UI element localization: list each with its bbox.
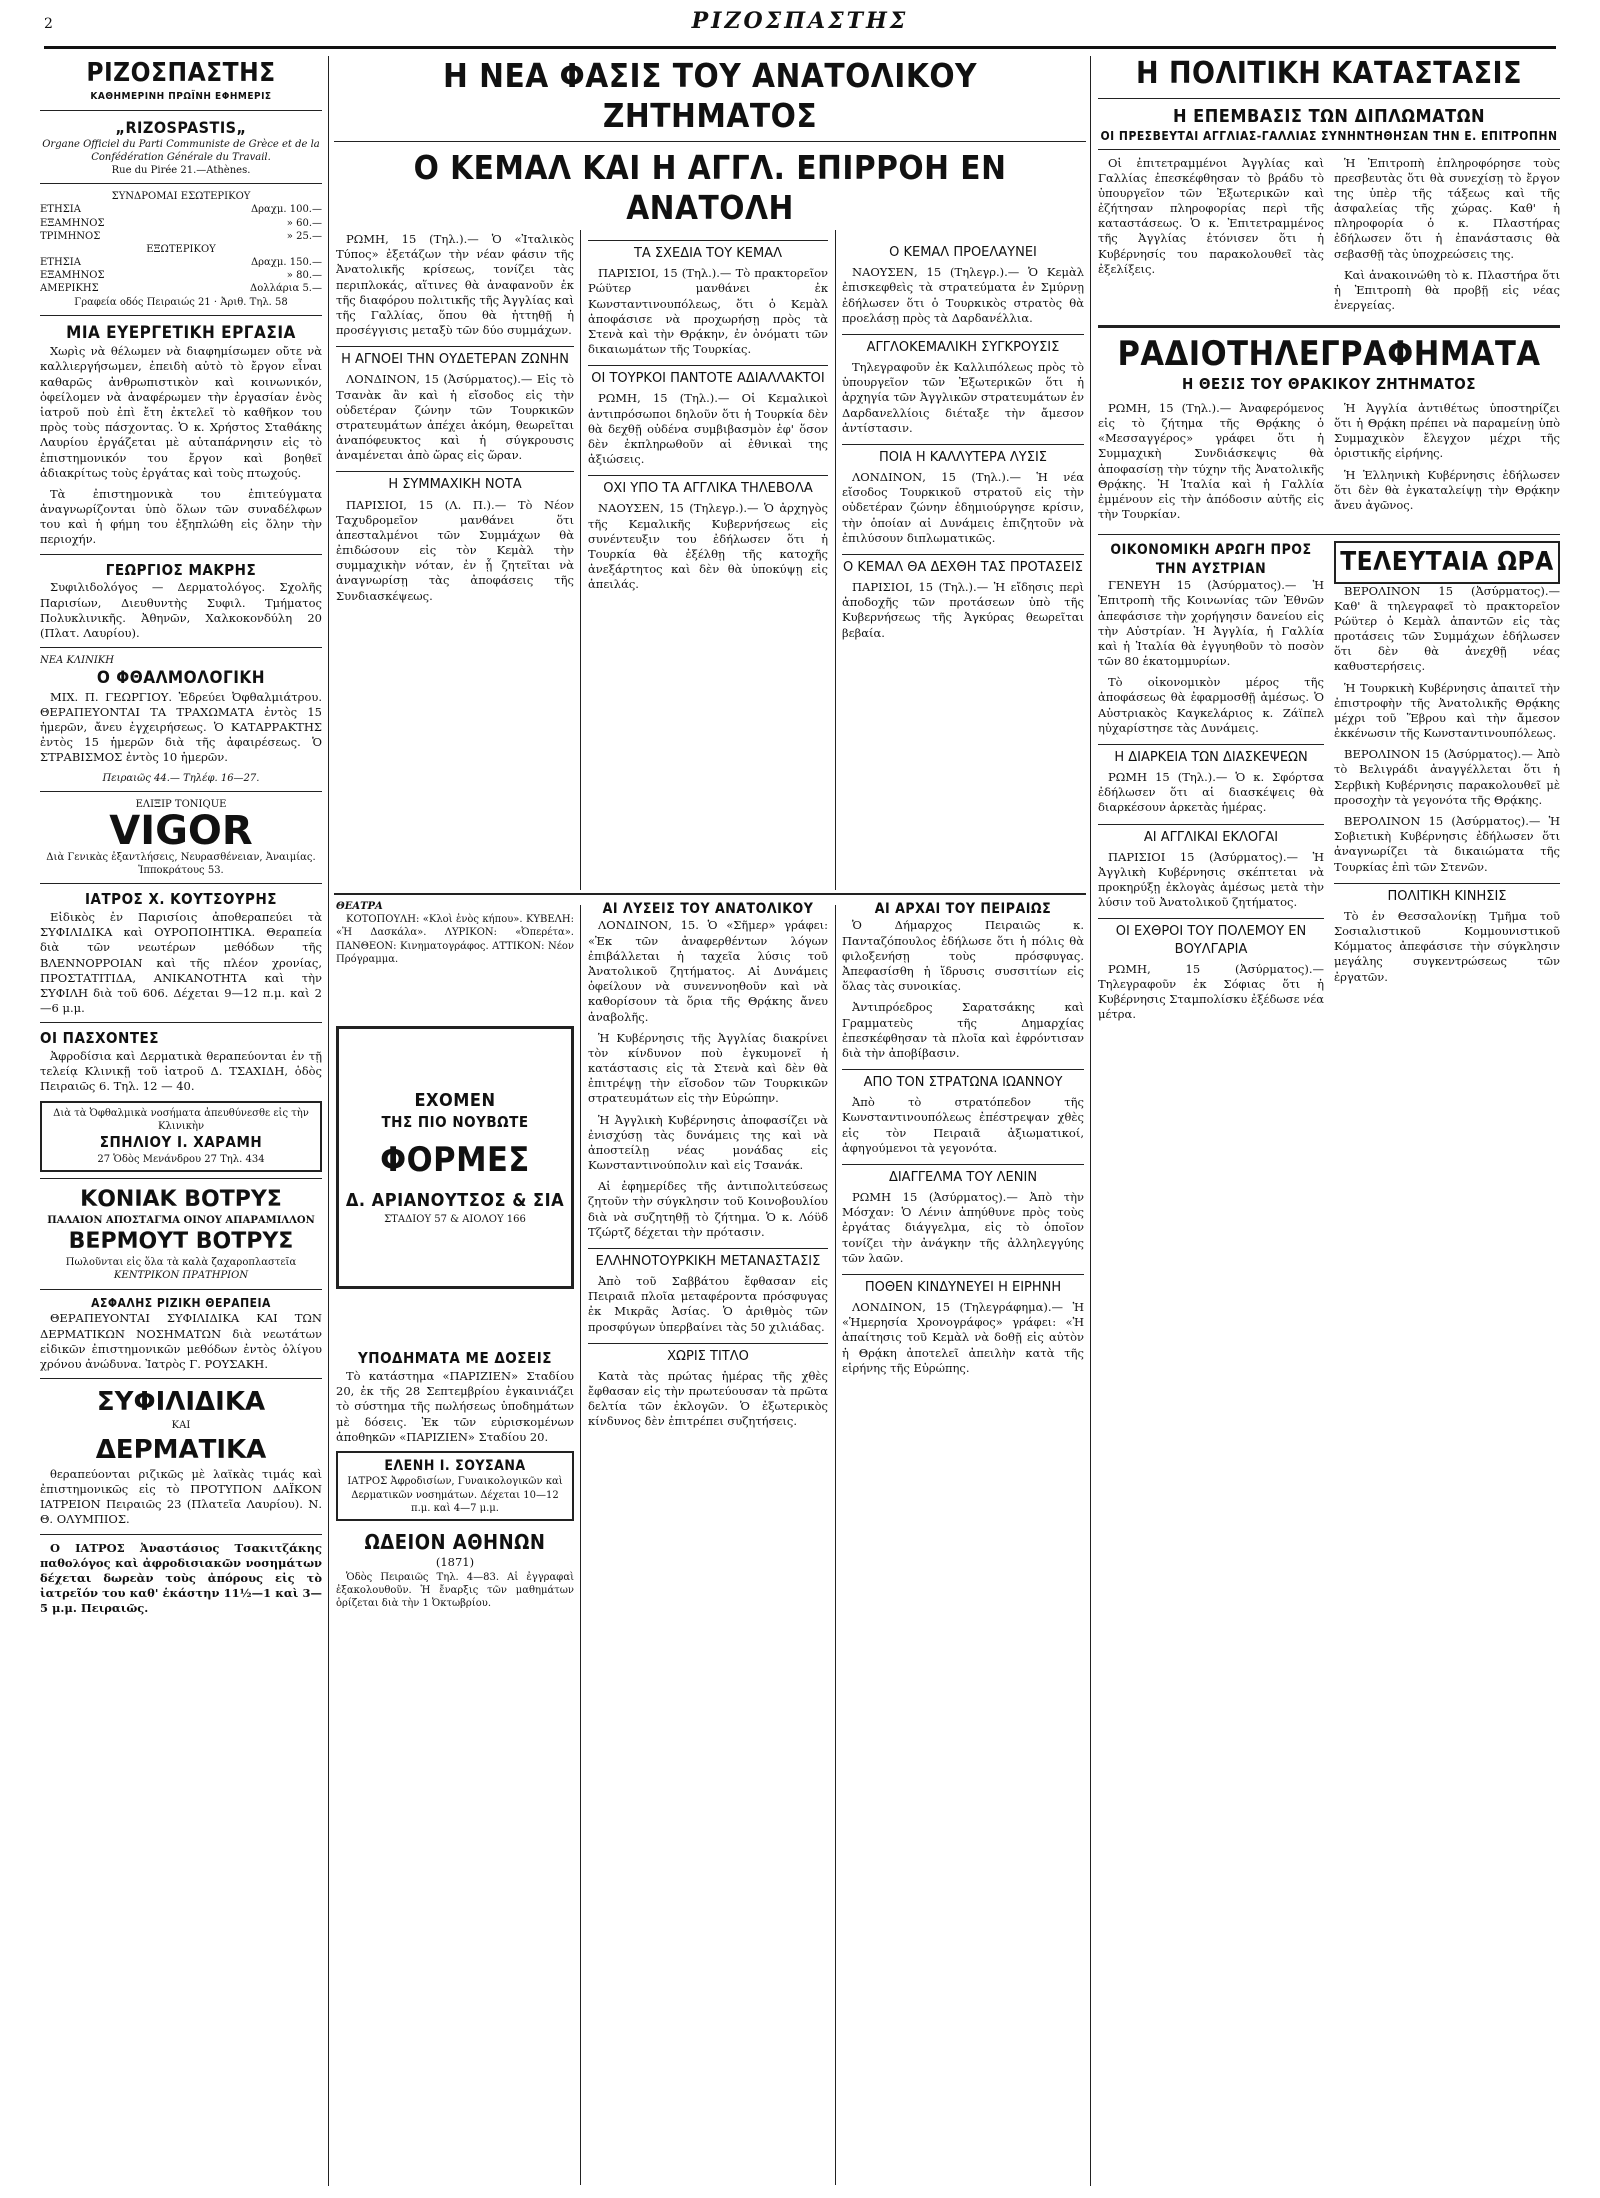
main-headlines	[334, 56, 1086, 226]
center-column-c	[842, 232, 1084, 887]
center-column-b	[588, 232, 828, 887]
ad-text: Ο ΙΑΤΡΟΣ Ἀναστάσιος Τσακιτζάκης παθολόγος καὶ ἀφροδισιακῶν νοσημάτων δέχεται δωρεὰν τοὺς ἀπόρους εἰς τὸ ἰατρεῖόν του καθ' ἑκάστην 11½—1 καὶ 3—5 μ.μ. Πειραιῶς.	[40, 1540, 322, 1616]
cognac-title: ΚΟΝΙΑΚ ΒΟΤΡΥΣ	[80, 1186, 282, 1212]
article-subheading: ΟΧΙ ΥΠΟ ΤΑ ΑΓΓΛΙΚΑ ΤΗΛΕΒΟΛΑ	[588, 475, 828, 497]
article-paragraph: Ἡ Ἐπιτροπὴ ἐπληροφόρησε τοὺς πρεσβευτὰς ὅτι θὰ συνεχίσῃ τὸ ἔργον της ὑπὲρ τῆς τάξεως καὶ τῆς ἀσφαλείας τῆς χώρας. Καθ' ἡ πληροφορία ὁ κ. Πλαστήρας ἐδήλωσεν ὅτι ἡ ἐπανάστασις θὰ σεβασθῇ τὰς ὑποχρεώσεις της.	[1334, 155, 1560, 261]
column-rule	[580, 905, 581, 2185]
article-subheading: ΤΑ ΣΧΕΔΙΑ ΤΟΥ ΚΕΜΑΛ	[588, 240, 828, 262]
cognac-sale: Πωλοῦνται εἰς ὅλα τὰ καλὰ ζαχαροπλαστεῖα	[65, 1257, 297, 1269]
article-paragraph: ΓΕΝΕΥΗ 15 (Ἀσύρματος).— Ἡ Ἐπιτροπὴ τῆς Κοινωνίας τῶν Ἐθνῶν ἀπεφάσισε τὴν χορήγησιν δανείου εἰς τὴν Αὐστρίαν. Ἡ Ἀγγλία, ἡ Γαλλία καὶ ἡ Ἰταλία θὰ ἐγγυηθοῦν τὸ ποσὸν τῶν 80 ἑκατομμυρίων.	[1098, 578, 1324, 669]
article-paragraph: ΡΩΜΗ 15 (Ἀσύρματος).— Ἀπὸ τὴν Μόσχαν: Ὁ Λένιν ἀπηύθυνε πρὸς τοὺς ἐργάτας διάγγελμα, εἰς τὸ ὁποῖον τονίζει τὴν ἀνάγκην τῆς ἀλληλεγγύης τῶν λαῶν.	[842, 1190, 1084, 1265]
ad-heading: ΥΠΟΔΗΜΑΤΑ ΜΕ ΔΟΣΕΙΣ	[358, 1349, 552, 1368]
right-subheadline-2: ΟΙ ΠΡΕΣΒΕΥΤΑΙ ΑΓΓΛΙΑΣ-ΓΑΛΛΙΑΣ ΣΥΝΗΝΤΗΘΗΣΑΝ ΤΗΝ Ε. ΕΠΙΤΡΟΠΗΝ	[1098, 129, 1560, 150]
article-subheading: Η ΑΓΝΟΕΙ ΤΗΝ ΟΥΔΕΤΕΡΑΝ ΖΩΝΗΝ	[336, 346, 574, 368]
article-subheading: ΟΙ ΤΟΥΡΚΟΙ ΠΑΝΤΟΤΕ ΑΔΙΑΛΛΑΚΤΟΙ	[588, 365, 828, 387]
column-rule	[328, 56, 329, 2186]
article-subheading: ΑΓΓΛΟΚΕΜΑΛΙΚΗ ΣΥΓΚΡΟΥΣΙΣ	[842, 334, 1084, 356]
ad-text: Εἰδικὸς ἐν Παρισίοις ἀποθεραπεύει τὰ ΣΥΦΙΛΙΔΙΚΑ καὶ ΟΥΡΟΠΟΙΗΤΙΚΑ. Θεραπεία διὰ τῶν νεωτέρων μεθόδων τῆς ΒΛΕΝΝΟΡΡΟΙΑΝ καὶ τῆς πλέον χρονίας, ΠΡΟΣΤΑΤΙΤΙΔΑ, ΑΝΙΚΑΝΟΤΗΤΑ καὶ τὴν ΣΥΦΙΛΗ διὰ τοῦ 606. Δέχεται 9—12 π.μ. καὶ 2—6 μ.μ.	[40, 910, 322, 1016]
ad-text: Διὰ Γενικὰς ἐξαντλήσεις, Νευρασθένειαν, Ἀναιμίας.	[46, 851, 316, 863]
ad-text: ΘΕΡΑΠΕΥΟΝΤΑΙ ΣΥΦΙΛΙΔΙΚΑ ΚΑΙ ΤΩΝ ΔΕΡΜΑΤΙΚΩΝ ΝΟΣΗΜΑΤΩΝ διὰ νεωτάτων εἰδικῶν ἐπιστημονικῶν μεθόδων ἐντὸς ὀλίγου χρόνου ἀνώδυνα. Ἰατρὸς Γ. ΡΟΥΣΑΚΗ.	[40, 1311, 322, 1371]
ad-text: Τὸ κατάστημα «ΠΑΡΙΖΙΕΝ» Σταδίου 20, ἐκ τῆς 28 Σεπτεμβρίου ἐγκαινιάζει τὸ σύστημα τῆς πωλήσεως ὑποδημάτων μὲ δόσεις. Ἐκ τῶν εὐρισκομένων ἀποθηκῶν «ΠΑΡΙΖΙΕΝ» Σταδίου 20.	[336, 1369, 574, 1444]
article-paragraph: Τηλεγραφοῦν ἐκ Καλλιπόλεως πρὸς τὸ ὑπουργεῖον τῶν Ἐξωτερικῶν ὅτι ἡ ἀρχηγία τῶν Ἀγγλικῶν στρατευμάτων ἐν Δαρδανελλίοις διέταξε τὴν ἄμεσον ἀντίστασιν.	[842, 360, 1084, 435]
article-subheading: ΑΙ ΑΓΓΛΙΚΑΙ ΕΚΛΟΓΑΙ	[1098, 824, 1324, 846]
center-lower-column-c	[842, 900, 1084, 2185]
main-headline: Ο ΚΕΜΑΛ ΚΑΙ Η ΑΓΓΛ. ΕΠΙΡΡΟΗ ΕΝ ΑΝΑΤΟΛΗ	[413, 148, 1007, 226]
ad-text: θεραπεύονται ριζικῶς μὲ λαϊκὰς τιμάς καὶ ἐπιστημονικῶς εἰς τὸ ΠΡΟΤΥΠΟΝ ΔΑΪΚΟΝ ΙΑΤΡΕΙΟΝ Πειραιῶς 23 (Πλατεῖα Λαυρίου). Ν. Θ. ΟΛΥΜΠΙΟΣ.	[40, 1466, 322, 1527]
ad-big-title: ΔΕΡΜΑΤΙΚΑ	[95, 1434, 267, 1465]
article-paragraph: ΒΕΡΟΛΙΝΟΝ 15 (Ἀσύρματος).— Καθ' ἃ τηλεγραφεῖ τὸ πρακτορεῖον Ρώϋτερ ὁ Κεμὰλ ἀπαντῶν εἰς τὰς προτάσεις τῶν Συμμάχων ἐδήλωσεν ὅτι δὲν θὰ ἀνεχθῇ νέας καθυστερήσεις.	[1334, 583, 1560, 674]
page-masthead	[44, 6, 1556, 49]
article-paragraph: Αἱ ἐφημερίδες τῆς ἀντιπολιτεύσεως ζητοῦν τὴν σύγκλησιν τοῦ Κοινοβουλίου διὰ νὰ συζητηθῇ τὸ ζήτημα. Ὁ κ. Λόϋδ Τζώρτζ δέχεται τὴν πρότασιν.	[588, 1179, 828, 1239]
ad-label: ΕΛΙΞΙΡ TONIQUE	[135, 798, 227, 810]
article-paragraph: ΡΩΜΗ, 15 (Τηλ.).— Ἀναφερόμενος εἰς τὸ ζήτημα τῆς Θρᾴκης ὁ «Μεσσαγγέρος» γράφει ὅτι ἡ Συμμαχικὴ Συνδιάσκεψις θὰ ἀποφασίσῃ τὴν τύχην τῆς Ἀνατολικῆς Θρᾴκης. Ἡ Ἰταλία καὶ ἡ Γαλλία ἐμμένουν εἰς τὴν ἀπόδοσιν αὐτῆς εἰς τὴν Τουρκίαν.	[1098, 400, 1324, 522]
article-paragraph: Ἡ Τουρκικὴ Κυβέρνησις ἀπαιτεῖ τὴν ἐπιστροφὴν τῆς Ἀνατολικῆς Θρᾴκης μέχρι τοῦ Ἕβρου καὶ τὴν ἄμεσον ἐκκένωσιν τῆς Κωνσταντινουπόλεως.	[1334, 680, 1560, 741]
article-subheading: ΑΠΟ ΤΟΝ ΣΤΡΑΤΩΝΑ ΙΩΑΝΝΟΥ	[842, 1069, 1084, 1091]
article-paragraph: Χωρὶς νὰ θέλωμεν νὰ διαφημίσωμεν οὔτε νὰ καλλιεργήσωμεν, ἐπειδὴ αὐτὸ τὸ ἔργον εἶναι καθαρῶς ἀνθρωπιστικὸν καὶ κοινωνικόν, ὀφείλομεν νὰ ἀναφέρωμεν τὴν ἐργασίαν ἑνὸς ἰατροῦ ποὺ ἐπὶ ἔτη ἐκτελεῖ τὸ καθῆκον του πρὸς τοὺς πάσχοντας. Ὁ κ. Χρήστος Σταθάκης Λαυρίου ἐργάζεται μὲ αὐταπάρνησιν εἰς τὸ ἐπιστημονικόν του ἔργον καὶ βοηθεῖ ἀδιακρίτως τοὺς ἐργάτας καὶ τοὺς πτωχούς.	[40, 344, 322, 480]
column-rule	[1090, 56, 1091, 2186]
article-subheading: ΠΟΘΕΝ ΚΙΝΔΥΝΕΥΕΙ Η ΕΙΡΗΝΗ	[842, 1274, 1084, 1296]
article-paragraph: ΠΑΡΙΣΙΟΙ 15 (Ἀσύρματος).— Ἡ Ἀγγλικὴ Κυβέρνησις σκέπτεται νὰ προκηρύξῃ ἐκλογὰς ἀμέσως μετὰ τὴν λύσιν τοῦ Ἀνατολικοῦ ζητήματος.	[1098, 849, 1324, 910]
article-paragraph: Ἡ Ἑλληνικὴ Κυβέρνησις ἐδήλωσεν ὅτι δὲν θὰ ἐγκαταλείψῃ τὴν Θρᾴκην ἄνευ ἀγῶνος.	[1334, 467, 1560, 512]
article-subheading: ΔΙΑΓΓΕΛΜΑ ΤΟΥ ΛΕΝΙΝ	[842, 1164, 1084, 1186]
right-lower	[1098, 541, 1560, 1028]
article-paragraph: Ἡ Ἀγγλικὴ Κυβέρνησις ἀποφασίζει νὰ ἐνισχύσῃ τὰς δυνάμεις της καὶ νὰ ἀποστείλῃ νέας μονάδας εἰς Κωνσταντινούπολιν καὶ εἰς Τσανάκ.	[588, 1112, 828, 1173]
article-subheading: Ο ΚΕΜΑΛ ΠΡΟΕΛΑΥΝΕΙ	[889, 245, 1037, 260]
article-paragraph: Ἡ Κυβέρνησις τῆς Ἀγγλίας διακρίνει τὸν κίνδυνον ποὺ ἐγκυμονεῖ ἡ κατάστασις εἰς τὰ Στενὰ καὶ δὲν θὰ ἐπιτρέψῃ τὴν εἴσοδον τῶν Τουρκικῶν στρατευμάτων εἰς τὴν Εὐρώπην.	[588, 1030, 828, 1106]
article-paragraph: Ἀπὸ τὸ στρατόπεδον τῆς Κωνσταντινουπόλεως ἐπέστρεψαν χθὲς εἰς τὸν Πειραιᾶ ἀξιωματικοί, ἀφηγούμενοι τὰ γεγονότα.	[842, 1095, 1084, 1155]
article-paragraph: ΛΟΝΔΙΝΟΝ, 15 (Τηλ.).— Ἡ νέα εἴσοδος Τουρκικοῦ στρατοῦ εἰς τὴν οὐδετέραν ζώνην ἐδημιούργησε κρίσιν, τὴν ὁποίαν αἱ Δυνάμεις ἐπιζητοῦν νὰ ἐπιλύσουν διπλωματικῶς.	[842, 470, 1084, 545]
article-paragraph: ΠΑΡΙΣΙΟΙ, 15 (Λ. Π.).— Τὸ Νέον Ταχυδρομεῖον μανθάνει ὅτι ἀπεσταλμένοι τῶν Συμμάχων θὰ ἐπιδώσουν εἰς τὸν Κεμὰλ τὴν συμμαχικὴν νόταν, ἐν ᾗ ζητεῖται νὰ ἀναγνωρίσῃ τὰς ἀποφάσεις τῆς Συνδιασκέψεως.	[336, 497, 574, 603]
article-paragraph: ΛΟΝΔΙΝΟΝ, 15 (Τηλεγράφημα).— Ἡ «Ἡμερησία Χρονογράφος» γράφει: «Ἡ ἀπαίτησις τοῦ Κεμὰλ νὰ δοθῇ εἰς αὐτὸν ἡ Θρᾴκη ἀποτελεῖ ἀπειλὴν κατὰ τῆς εἰρήνης τῆς Εὐρώπης.	[842, 1300, 1084, 1375]
section-rule	[334, 893, 1086, 895]
article-subheading: ΟΙ ΕΧΘΡΟΙ ΤΟΥ ΠΟΛΕΜΟΥ ΕΝ ΒΟΥΛΓΑΡΙΑ	[1098, 918, 1324, 957]
article-paragraph: Οἱ ἐπιτετραμμένοι Ἀγγλίας καὶ Γαλλίας ἐπεσκέφθησαν τὸ βράδυ τὸ ὑπουργεῖον τῶν Ἐξωτερικῶν καὶ ἐζήτησαν πληροφορίας περὶ τῆς καταστάσεως. Ὁ κ. Ἐπιτετραμμένος τῆς Ἀγγλίας ἐτόνισεν ὅτι ἡ Κυβέρνησίς του παρακολουθεῖ τὰς ἐξελίξεις.	[1098, 155, 1324, 276]
article-subheading: Η ΣΥΜΜΑΧΙΚΗ ΝΟΤΑ	[336, 471, 574, 493]
vigor-logo: VIGOR	[109, 807, 253, 854]
theatre-heading: ΘΕΑΤΡΑ	[336, 901, 383, 912]
article-subheading: Ο ΚΕΜΑΛ ΘΑ ΔΕΧΘΗ ΤΑΣ ΠΡΟΤΑΣΕΙΣ	[842, 554, 1084, 576]
cognac-store: ΚΕΝΤΡΙΚΟΝ ΠΡΑΤΗΡΙΟΝ	[113, 1270, 249, 1282]
ad-conjunction: ΚΑΙ	[171, 1420, 191, 1432]
clinic-ad-box: Διὰ τὰ Ὀφθαλμικὰ νοσήματα ἀπευθύνεσθε εἰς τὴν Κλινικὴν ΣΠΗΛΙΟΥ Ι. ΧΑΡΑΜΗ 27 Ὁδὸς Μενάνδρου 27 Τηλ. 434	[40, 1101, 322, 1172]
article-heading: ΑΙ ΑΡΧΑΙ ΤΟΥ ΠΕΙΡΑΙΩΣ	[874, 901, 1052, 917]
doctor-ad-box: ΕΛΕΝΗ Ι. ΣΟΥΣΑΝΑ ΙΑΤΡΟΣ Ἀφροδισίων, Γυναικολογικῶν καὶ Δερματικῶν νοσημάτων. Δέχεται 10—12 π.μ. καὶ 4—7 μ.μ.	[336, 1451, 574, 1521]
page-number: 2	[44, 16, 53, 32]
article-paragraph: Τὰ ἐπιστημονικὰ του ἐπιτεύγματα ἀναγνωρίζονται ὑπὸ ὅλων τῶν συναδέλφων του καὶ ἡ φήμη του ἐξηπλώθη εἰς ὅλην τὴν περιοχήν.	[40, 486, 322, 547]
latin-name: „RIZOSPASTIS„	[115, 117, 247, 137]
article-paragraph: ΠΑΡΙΣΙΟΙ, 15 (Τηλ.).— Ἡ εἴδησις περὶ ἀποδοχῆς τῶν προτάσεων ὑπὸ τῆς Κυβερνήσεως τῆς Ἀγκύρας θεωρεῖται βεβαία.	[842, 580, 1084, 640]
address: Rue du Pirée 21.—Athènes.	[111, 164, 251, 176]
article-subheading: ΠΟΛΙΤΙΚΗ ΚΙΝΗΣΙΣ	[1334, 883, 1560, 905]
article-paragraph: ΡΩΜΗ, 15 (Τηλ.).— Ὁ «Ἰταλικὸς Τύπος» ἐξετάζων τὴν νέαν φάσιν τῆς Ἀνατολικῆς κρίσεως, τονίζει τὰς περιπλοκάς, αἵτινες θὰ ἀναφανοῦν ἐκ τῆς διαφόρου πολιτικῆς τῆς Ἀγγλίας καὶ τῆς Γαλλίας, ὅπου θὰ ἡττηθῇ ἡ προσέγγισις μεταξὺ τῶν δύο συμμάχων.	[336, 232, 574, 338]
tailor-ad-box: ΕΧΟΜΕΝ ΤΗΣ ΠΙΟ ΝΟΥΒΩΤΕ ΦΟΡΜΕΣ Δ. ΑΡΙΑΝΟΥΤΣΟΣ & ΣΙΑ ΣΤΑΔΙΟΥ 57 & ΑΙΟΛΟΥ 166	[336, 1026, 574, 1289]
article-heading: ΜΙΑ ΕΥΕΡΓΕΤΙΚΗ ΕΡΓΑΣΙΑ	[66, 322, 296, 343]
ad-big-title: ΣΥΦΙΛΙΔΙΚΑ	[96, 1387, 266, 1418]
ad-address: Ἱπποκράτους 53.	[138, 865, 224, 877]
article-paragraph: ΡΩΜΗ, 15 (Ἀσύρματος).— Τηλεγραφοῦν ἐκ Σόφιας ὅτι ἡ Κυβέρνησις Σταμπολίσκυ ἐξέδωσε νέα μέτρα.	[1098, 961, 1324, 1022]
ad-heading: ΟΙ ΠΑΣΧΟΝΤΕΣ	[40, 1029, 159, 1048]
article-paragraph: ΡΩΜΗ, 15 (Τηλ.).— Οἱ Κεμαλικοὶ ἀντιπρόσωποι δηλοῦν ὅτι ἡ Τουρκία δὲν θὰ δεχθῇ οὐδένα συμβιβασμὸν ἐφ' ὅσον δὲν ἐκπληρωθοῦν αἱ ἐθνικαὶ της ἀξιώσεις.	[588, 391, 828, 467]
ad-text: ΜΙΧ. Π. ΓΕΩΡΓΙΟΥ. Ἑδρεύει Ὀφθαλμιάτρου. ΘΕΡΑΠΕΥΟΝΤΑΙ ΤΑ ΤΡΑΧΩΜΑΤΑ ἐντὸς 15 ἡμερῶν, ἄνευ ἐγχειρήσεως. Ὁ ΚΑΤΑΡΡΑΚΤΗΣ ἐντὸς 15 ἡμερῶν διὰ τῆς ἀφαιρέσεως. Ὁ ΣΤΡΑΒΙΣΜΟΣ ἐντὸς 10 ἡμερῶν.	[40, 689, 322, 765]
article-paragraph: Κατὰ τὰς πρώτας ἡμέρας τῆς χθὲς ἔφθασαν εἰς τὴν πρωτεύουσαν τὰ πρῶτα δελτία τῶν ἐκλογῶν. Ὁ ἐξωτερικὸς κίνδυνος δὲν ἐπιτρέπει συζητήσεις.	[588, 1368, 828, 1429]
article-paragraph: Καὶ ἀνακοινώθη τὸ κ. Πλαστήρα ὅτι ἡ Ἐπιτροπὴ θὰ προβῇ εἰς νέας ἐνεργείας.	[1334, 267, 1560, 313]
politics-text	[1098, 156, 1560, 320]
article-paragraph: ΛΟΝΔΙΝΟΝ, 15 (Ἀσύρματος).— Εἰς τὸ Τσανὰκ ἂν καὶ ἡ εἴσοδος εἰς τὴν οὐδετέραν ζώνην τῶν Τουρκικῶν στρατευμάτων ἀπέχει ἀκόμη, θεωρεῖται ἀναπόφευκτος καὶ ἡ σύγκρουσις ἀναμένεται ἀπὸ ὥρας εἰς ὥραν.	[336, 372, 574, 463]
center-lower-column-a	[336, 900, 574, 2185]
article-subheading: ΕΛΛΗΝΟΤΟΥΡΚΙΚΗ ΜΕΤΑΝΑΣΤΑΣΙΣ	[588, 1248, 828, 1270]
cognac-desc: ΠΑΛΑΙΟΝ ΑΠΟΣΤΑΓΜΑ ΟΙΝΟΥ ΑΠΑΡΑΜΙΛΛΟΝ	[47, 1214, 315, 1226]
right-headline: Η ΠΟΛΙΤΙΚΗ ΚΑΤΑΣΤΑΣΙΣ	[1135, 56, 1523, 91]
right-column	[1098, 56, 1560, 2186]
article-subheading: ΠΟΙΑ Η ΚΑΛΛΥΤΕΡΑ ΛΥΣΙΣ	[842, 444, 1084, 466]
ad-address: Πειραιῶς 44.— Τηλέφ. 16—27.	[102, 772, 260, 784]
ad-heading: ΓΕΩΡΓΙΟΣ ΜΑΚΡΗΣ	[105, 560, 257, 579]
radio-subheadline: Η ΘΕΣΙΣ ΤΟΥ ΘΡΑΚΙΚΟΥ ΖΗΤΗΜΑΤΟΣ	[1181, 375, 1476, 394]
masthead-title: ΡΙΖΟΣΠΑΣΤΗΣ	[691, 8, 909, 34]
article-paragraph: ΒΕΡΟΛΙΝΟΝ 15 (Ἀσύρματος).— Ἀπὸ τὸ Βελιγράδι ἀναγγέλλεται ὅτι ἡ Σερβικὴ Κυβέρνησις παρακολουθεῖ μὲ προσοχὴν τὰ γεγονότα τῆς Θρᾴκης.	[1334, 747, 1560, 807]
latin-description: Organe Officiel du Parti Communiste de Grèce et de la Confédération Générale du Travail.	[42, 138, 320, 163]
radio-text	[1098, 401, 1560, 528]
last-hour-heading: ΤΕΛΕΥΤΑΙΑ ΩΡΑ	[1334, 541, 1560, 583]
article-paragraph: ΝΑΟΥΣΕΝ, 15 (Τηλεγρ.).— Ὁ ἀρχηγὸς τῆς Κεμαλικῆς Κυβερνήσεως εἰς συνέντευξιν του ἐδήλωσεν ὅτι ἡ Τουρκία θὰ ἐξέλθῃ τῆς κατοχῆς ἀνεξάρτητος καὶ δὲν θὰ ὑποκύψῃ εἰς ἀπειλάς.	[588, 501, 828, 592]
article-paragraph: ΡΩΜΗ 15 (Τηλ.).— Ὁ κ. Σφόρτσα ἐδήλωσεν ὅτι αἱ διασκέψεις θὰ διαρκέσουν ἀρκετὰς ἡμέρας.	[1098, 770, 1324, 815]
article-paragraph: Ἡ Ἀγγλία ἀντιθέτως ὑποστηρίζει ὅτι ἡ Θρᾴκη πρέπει νὰ παραμείνῃ ὑπὸ Συμμαχικὸν ἔλεγχον μέχρι τῆς ὁριστικῆς εἰρήνης.	[1334, 400, 1560, 461]
column-rule	[835, 905, 836, 2185]
vermouth-title: ΒΕΡΜΟΥΤ ΒΟΤΡΥΣ	[68, 1229, 294, 1255]
article-paragraph: Ἀπὸ τοῦ Σαββάτου ἔφθασαν εἰς Πειραιᾶ πλοῖα μεταφέροντα πρόσφυγας ἐκ Μικρᾶς Ἀσίας. Ὁ ἀριθμὸς τῶν προσφύγων ὑπερβαίνει τὰς 50 χιλιάδας.	[588, 1274, 828, 1334]
odeion-title: ΩΔΕΙΟΝ ΑΘΗΝΩΝ	[364, 1529, 546, 1554]
article-heading: ΑΙ ΛΥΣΕΙΣ ΤΟΥ ΑΝΑΤΟΛΙΚΟΥ	[602, 901, 814, 917]
ad-heading: ΑΣΦΑΛΗΣ ΡΙΖΙΚΗ ΘΕΡΑΠΕΙΑ	[91, 1295, 271, 1310]
article-paragraph: Τὸ οἰκονομικὸν μέρος τῆς ἀποφάσεως θὰ ἐφαρμοσθῇ ἀμέσως. Ὁ Αὐστριακὸς Καγκελάριος κ. Ζάϊπελ ηὐχαρίστησε τὰς Δυνάμεις.	[1098, 675, 1324, 735]
office-info: Γραφεία οδός Πειραιώς 21 · Ἀριθ. Τηλ. 58	[74, 296, 288, 308]
article-paragraph: ΠΑΡΙΣΙΟΙ, 15 (Τηλ.).— Τὸ πρακτορεῖον Ρώϋτερ μανθάνει ἐκ Κωνσταντινουπόλεως, ὅτι ὁ Κεμὰλ ἀποφάσισε νὰ προχωρήσῃ πρὸς τὰ Στενὰ καὶ τὴν Θρᾴκην, ἐν ὀνόματι τῶν δικαιωμάτων τῆς Τουρκίας.	[588, 266, 828, 357]
column-rule	[835, 230, 836, 890]
ad-text: Ἀφροδίσια καὶ Δερματικὰ θεραπεύονται ἐν τῇ τελείᾳ Κλινικῇ τοῦ ἰατροῦ Δ. ΤΣΑΧΙΔΗ, ὁδὸς Πειραιῶς 6. Τηλ. 12 — 40.	[40, 1049, 322, 1094]
article-paragraph: ΝΑΟΥΣΕΝ, 15 (Τηλεγρ.).— Ὁ Κεμὰλ ἐπισκεφθεὶς τὰ στρατεύματα ἐν Σμύρνῃ ἐδήλωσεν ὅτι ὁ Τουρκικὸς στρατὸς θὰ προελάσῃ πρὸς τὰ Δαρδανέλλια.	[842, 265, 1084, 325]
paper-name: ΡΙΖΟΣΠΑΣΤΗΣ	[86, 58, 276, 88]
center-column-a	[336, 232, 574, 887]
article-subheading: Η ΔΙΑΡΚΕΙΑ ΤΩΝ ΔΙΑΣΚΕΨΕΩΝ	[1098, 744, 1324, 766]
article-paragraph: ΛΟΝΔΙΝΟΝ, 15. Ὁ «Σῆμερ» γράφει: «Ἐκ τῶν ἀναφερθέντων λόγων ἐπιβάλλεται ἡ ταχεῖα λύσις τοῦ Ἀνατολικοῦ ζητήματος. Αἱ Δυνάμεις ὀφείλουν νὰ συνεννοηθοῦν καὶ νὰ καθορίσουν τὰ ὅρια τῆς Θρᾴκης ἄνευ ἀναβολῆς.	[588, 918, 828, 1024]
article-subheading: ΧΩΡΙΣ ΤΙΤΛΟ	[588, 1343, 828, 1365]
paper-subtitle: ΚΑΘΗΜΕΡΙΝΗ ΠΡΩΪΝΗ ΕΦΗΜΕΡΙΣ	[90, 91, 272, 103]
ad-text: Συφιλιδολόγος — Δερματολόγος. Σχολῆς Παρισίων, Διευθυντὴς Συφιλ. Τμήματος Πολυκλινικῆς. Ἀθηνῶν, Χαλκοκονδύλη 20 (Πλατ. Λαυρίου).	[40, 580, 322, 640]
ad-label: ΝΕΑ ΚΛΙΝΙΚΗ	[40, 655, 114, 667]
article-paragraph: Ἀντιπρόεδρος Σαρατσάκης καὶ Γραμματεὺς τῆς Δημαρχίας ἐπεσκέφθησαν τὰ πλοῖα καὶ ἐφρόντισαν διὰ τὴν ἀποβίβασιν.	[842, 1000, 1084, 1060]
theatre-listing: ΚΟΤΟΠΟΥΛΗ: «Κλοὶ ἑνὸς κήπου». ΚΥΒΕΛΗ: «Ἡ Δασκάλα». ΛΥΡΙΚΟΝ: «Ὀπερέτα». ΠΑΝΘΕΟΝ: Κινηματογράφος. ΑΤΤΙΚΟΝ: Νέον Πρόγραμμα.	[336, 914, 574, 965]
ad-heading: Ο ΦΘΑΛΜΟΛΟΓΙΚΗ	[96, 668, 266, 689]
center-lower-column-b	[588, 900, 828, 2185]
main-headline: Η ΝΕΑ ΦΑΣΙΣ ΤΟΥ ΑΝΑΤΟΛΙΚΟΥ ΖΗΤΗΜΑΤΟΣ	[442, 56, 978, 135]
column-rule	[580, 230, 581, 890]
article-heading: ΟΙΚΟΝΟΜΙΚΗ ΑΡΩΓΗ ΠΡΟΣ ΤΗΝ ΑΥΣΤΡΙΑΝ	[1110, 542, 1312, 577]
subscriptions-table: ΕΤΗΣΙΑ Δραχμ. 100.— ΕΞΑΜΗΝΟΣ » 60.— ΤΡΙΜΗΝΟΣ » 25.— ΕΞΩΤΕΡΙΚΟΥ ΕΤΗΣΙΑ Δραχμ. 150.— ΕΞΑΜΗΝΟΣ » 80.— ΑΜΕΡΙΚΗΣ Δολλάρια 5.—	[40, 204, 322, 295]
subscriptions-title: ΣΥΝΔΡΟΜΑΙ ΕΣΩΤΕΡΙΚΟΥ	[111, 191, 251, 203]
article-paragraph: ΒΕΡΟΛΙΝΟΝ 15 (Ἀσύρματος).— Ἡ Σοβιετικὴ Κυβέρνησις ἐδήλωσεν ὅτι ἀναγνωρίζει τὰ δικαιώματα τῆς Τουρκίας ἐπὶ τῶν Στενῶν.	[1334, 813, 1560, 874]
ad-text: Ὁδὸς Πειραιῶς Τηλ. 4—83. Αἱ ἐγγραφαὶ ἐξακολουθοῦν. Ἡ ἔναρξις τῶν μαθημάτων ὁρίζεται διὰ τὴν 1 Ὀκτωβρίου.	[336, 1571, 574, 1609]
article-paragraph: Ὁ Δήμαρχος Πειραιῶς κ. Πανταζόπουλος ἐδήλωσε ὅτι ἡ πόλις θὰ φιλοξενήσῃ τοὺς πρόσφυγας. Ἀπεφασίσθη ἡ ἵδρυσις συσσιτίων εἰς ὅλας τὰς συνοικίας.	[842, 918, 1084, 994]
odeion-year: (1871)	[435, 1555, 475, 1570]
right-subheadline: Η ΕΠΕΜΒΑΣΙΣ ΤΩΝ ΔΙΠΛΩΜΑΤΩΝ	[1172, 106, 1486, 127]
article-paragraph: Τὸ ἐν Θεσσαλονίκῃ Τμῆμα τοῦ Σοσιαλιστικοῦ Κομμουνιστικοῦ Κόμματος ἀπεφάσισε τὴν σύγκλησιν μεγάλης συγκεντρώσεως τῶν ἐργατῶν.	[1334, 908, 1560, 984]
left-column	[40, 56, 322, 2186]
ad-heading: ΙΑΤΡΟΣ Χ. ΚΟΥΤΣΟΥΡΗΣ	[85, 890, 277, 909]
radio-headline: ΡΑΔΙΟΤΗΛΕΓΡΑΦΗΜΑΤΑ	[1117, 334, 1541, 375]
